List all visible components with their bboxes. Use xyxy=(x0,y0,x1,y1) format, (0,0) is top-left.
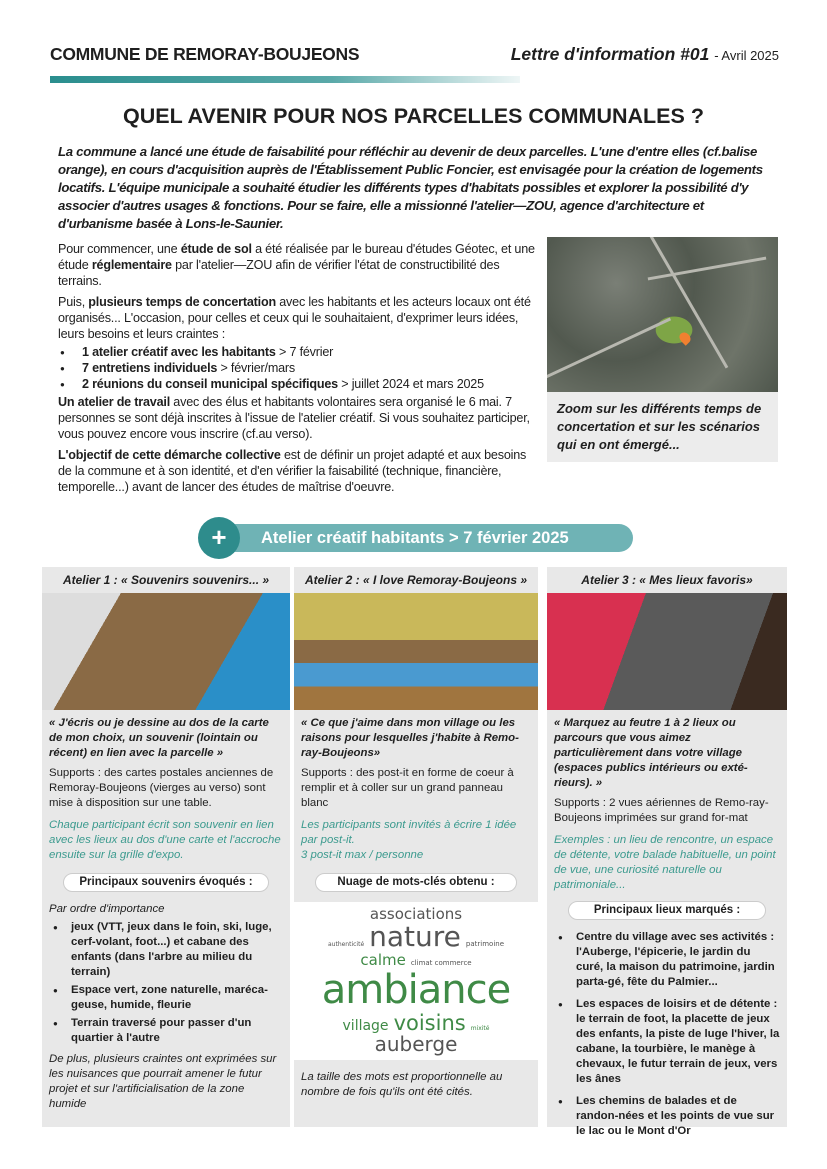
text: est de définir un projet adapté et aux besoins de la commune et à son identité, et d'en vérifier la faisabilité (technique, financière, temporelle...) avant de lancer des études de maîtrise d'oeuvre. xyxy=(58,448,527,494)
cloud-word: ambiance xyxy=(321,966,511,1013)
text: Puis, xyxy=(58,295,89,309)
atelier-2-panel xyxy=(294,567,538,1127)
issue-date: - Avril 2025 xyxy=(714,48,779,63)
craintes-note: De plus, plusieurs craintes ont exprimées sur les nuisances que pourrait amener le futur projet et sur l'artificialisation de la zone humide xyxy=(49,1053,277,1110)
atelier-3-panel xyxy=(547,567,787,1137)
cloud-row xyxy=(294,966,538,1013)
cloud-row xyxy=(294,1034,538,1056)
atelier-note: Les participants sont invités à écrire 1 idée par post-it. 3 post-it max / personne xyxy=(301,819,517,861)
paragraph-4 xyxy=(58,447,540,495)
list-item xyxy=(58,344,540,360)
atelier-title: Atelier 2 : « I love Remoray-Boujeons » xyxy=(304,573,528,587)
atelier-note: Chaque participant écrit son souvenir en lien avec les lieux au dos d'une carte et l'accroche ensuite sur la grille d'expo. xyxy=(49,819,281,861)
section-pill: Principaux souvenirs évoqués : xyxy=(63,873,269,892)
list-item: ● Terrain traversé pour passer d'un quartier à l'autre xyxy=(49,1016,283,1046)
commune-name: COMMUNE DE REMORAY-BOUJEONS xyxy=(50,44,360,64)
page-title: QUEL AVENIR POUR NOS PARCELLES COMMUNALES ? xyxy=(123,104,704,128)
paragraph-3 xyxy=(58,394,540,442)
cloud-word: mixité xyxy=(470,1024,490,1032)
cloud-word: village xyxy=(342,1017,389,1034)
plus-icon: + xyxy=(198,517,240,559)
cloud-word: auberge xyxy=(374,1032,458,1057)
list-item: ● Les chemins de balades et de randon-nées et les points de vue sur le lac ou le Mont d'Or xyxy=(554,1094,780,1139)
text-bold: réglementaire xyxy=(91,258,172,272)
text: > juillet 2024 et mars 2025 xyxy=(337,377,484,391)
text-bold: plusieurs temps de concertation xyxy=(88,295,276,309)
atelier-quote: « Ce que j'aime dans mon village ou les raisons pour lesquelles j'habite à Remo-ray-Boujeons» xyxy=(301,717,519,759)
text-bold: 2 réunions du conseil municipal spécifiques xyxy=(82,377,338,391)
header-divider xyxy=(50,76,520,83)
text: par l'atelier—ZOU afin de vérifier l'état de constructibilité des terrains. xyxy=(58,258,500,288)
cloud-word: voisins xyxy=(393,1010,466,1035)
cloud-row xyxy=(294,1012,538,1035)
text-bold: 1 atelier créatif avec les habitants xyxy=(82,345,276,359)
cloud-word: authenticité xyxy=(327,941,365,949)
list-item xyxy=(58,360,540,376)
section-pill: Principaux lieux marqués : xyxy=(568,901,766,920)
atelier-quote: « J'écris ou je dessine au dos de la carte de mon choix, un souvenir (lointain ou récent) en lien avec la parcelle » xyxy=(49,717,269,759)
word-cloud xyxy=(294,902,538,1060)
aerial-map-image xyxy=(547,237,778,392)
cloud-word: associations xyxy=(369,905,463,923)
text-bold: Un atelier de travail xyxy=(58,395,170,409)
cloud-word: climat commerce xyxy=(410,959,472,968)
map-caption: Zoom sur les différents temps de concertation et sur les scénarios qui en ont émergé... xyxy=(547,392,778,462)
list-item: ● jeux (VTT, jeux dans le foin, ski, luge, cerf-volant, foot...) et cabane des enfants (dans l'arbre au milieu du terrain) xyxy=(49,920,283,980)
list-item: ● Centre du village avec ses activités : l'Auberge, l'épicerie, le jardin du curé, la maison du patrimoine, jardin parta-gé, fête du Palmier... xyxy=(554,930,780,990)
text: > 7 février xyxy=(275,345,334,359)
paragraph-1 xyxy=(58,241,540,289)
lieux-list xyxy=(554,930,780,1139)
list-item: ● Espace vert, zone naturelle, maréca-geuse, humide, fleurie xyxy=(49,983,283,1013)
text-bold: 7 entretiens individuels xyxy=(82,361,218,375)
concertation-list xyxy=(58,344,540,392)
newsletter-issue xyxy=(511,44,779,65)
text-bold: L'objectif de cette démarche collective xyxy=(58,448,281,462)
cloud-row xyxy=(294,922,538,952)
atelier-quote: « Marquez au feutre 1 à 2 lieux ou parcours que vous aimez particulièrement dans votre village (espaces publics intérieurs ou exté-rieurs). » xyxy=(554,717,748,789)
text: a été réalisée par le bureau d'études Géotec, et une étude xyxy=(58,242,535,272)
list-intro: Par ordre d'importance xyxy=(49,903,165,915)
atelier-title: Atelier 3 : « Mes lieux favoris» xyxy=(581,573,753,587)
section-banner: Atelier créatif habitants > 7 février 2025 xyxy=(215,524,633,552)
atelier-1-panel xyxy=(42,567,290,1127)
atelier-title: Atelier 1 : « Souvenirs souvenirs... » xyxy=(62,573,270,587)
text: avec les habitants et les acteurs locaux ont été organisés... L'occasion, pour celles et ceux qui le souhaitaient, d'exprimer leurs idées, leurs besoins et leurs craintes : xyxy=(58,295,531,341)
atelier-3-photo xyxy=(547,593,787,710)
issue-label: Lettre d'information #01 xyxy=(510,44,710,64)
atelier-2-photo xyxy=(294,593,538,710)
atelier-supports: Supports : des cartes postales anciennes de Remoray-Boujeons (vierges au verso) sont mise à disposition sur une table. xyxy=(49,767,274,809)
section-pill: Nuage de mots-clés obtenu : xyxy=(315,873,517,892)
text: Pour commencer, une xyxy=(58,242,181,256)
list-item xyxy=(58,376,540,392)
atelier-supports: Supports : 2 vues aériennes de Remo-ray-Boujeons imprimées sur grand for-mat xyxy=(554,797,769,824)
cloud-caption: La taille des mots est proportionnelle au nombre de fois qu'ils ont été cités. xyxy=(301,1071,503,1099)
text: avec des élus et habitants volontaires sera organisé le 6 mai. 7 personnes se sont déjà inscrites à l'issue de l'atelier créatif. Si vous souhaitez participer, vous pouvez encore vous inscrire (cf.au verso). xyxy=(58,395,530,441)
atelier-supports: Supports : des post-it en forme de coeur à remplir et à coller sur un grand panneau blanc xyxy=(301,767,514,809)
body-text xyxy=(58,241,540,495)
cloud-word: nature xyxy=(369,920,461,954)
atelier-note: Exemples : un lieu de rencontre, un espace de détente, votre balade habituelle, un point de vue, une curiosité naturelle ou patrimoniale... xyxy=(554,834,776,891)
cloud-word: calme xyxy=(360,951,406,970)
text: > février/mars xyxy=(217,361,295,375)
paragraph-2 xyxy=(58,294,540,342)
atelier-1-photo xyxy=(42,593,290,710)
intro-paragraph: La commune a lancé une étude de faisabilité pour réfléchir au devenir de deux parcelles. L'une d'entre elles (cf.balise orange), en cours d'acquisition auprès de l'Établissement Public Foncier, est envisagée pour la création de logements locatifs. L'équipe municipale a souhaité étudier les différents types d'habitats possibles et explorer la possibilité d'y associer d'autres usages & fonctions. Pour se faire, elle a missionné l'atelier—ZOU, agence d'architecture et d'urbanisme basée à Lons-le-Saunier. xyxy=(58,144,763,231)
cloud-word: patrimoine xyxy=(465,940,505,949)
list-item: ● Les espaces de loisirs et de détente : le terrain de foot, la placette de jeux des enfants, la piste de luge l'hiver, la cabane, la tourbière, le manège à chevaux, le futur terrain de jeux, vers les ânes xyxy=(554,997,780,1087)
text-bold: étude de sol xyxy=(180,242,252,256)
souvenirs-list xyxy=(49,920,283,1046)
